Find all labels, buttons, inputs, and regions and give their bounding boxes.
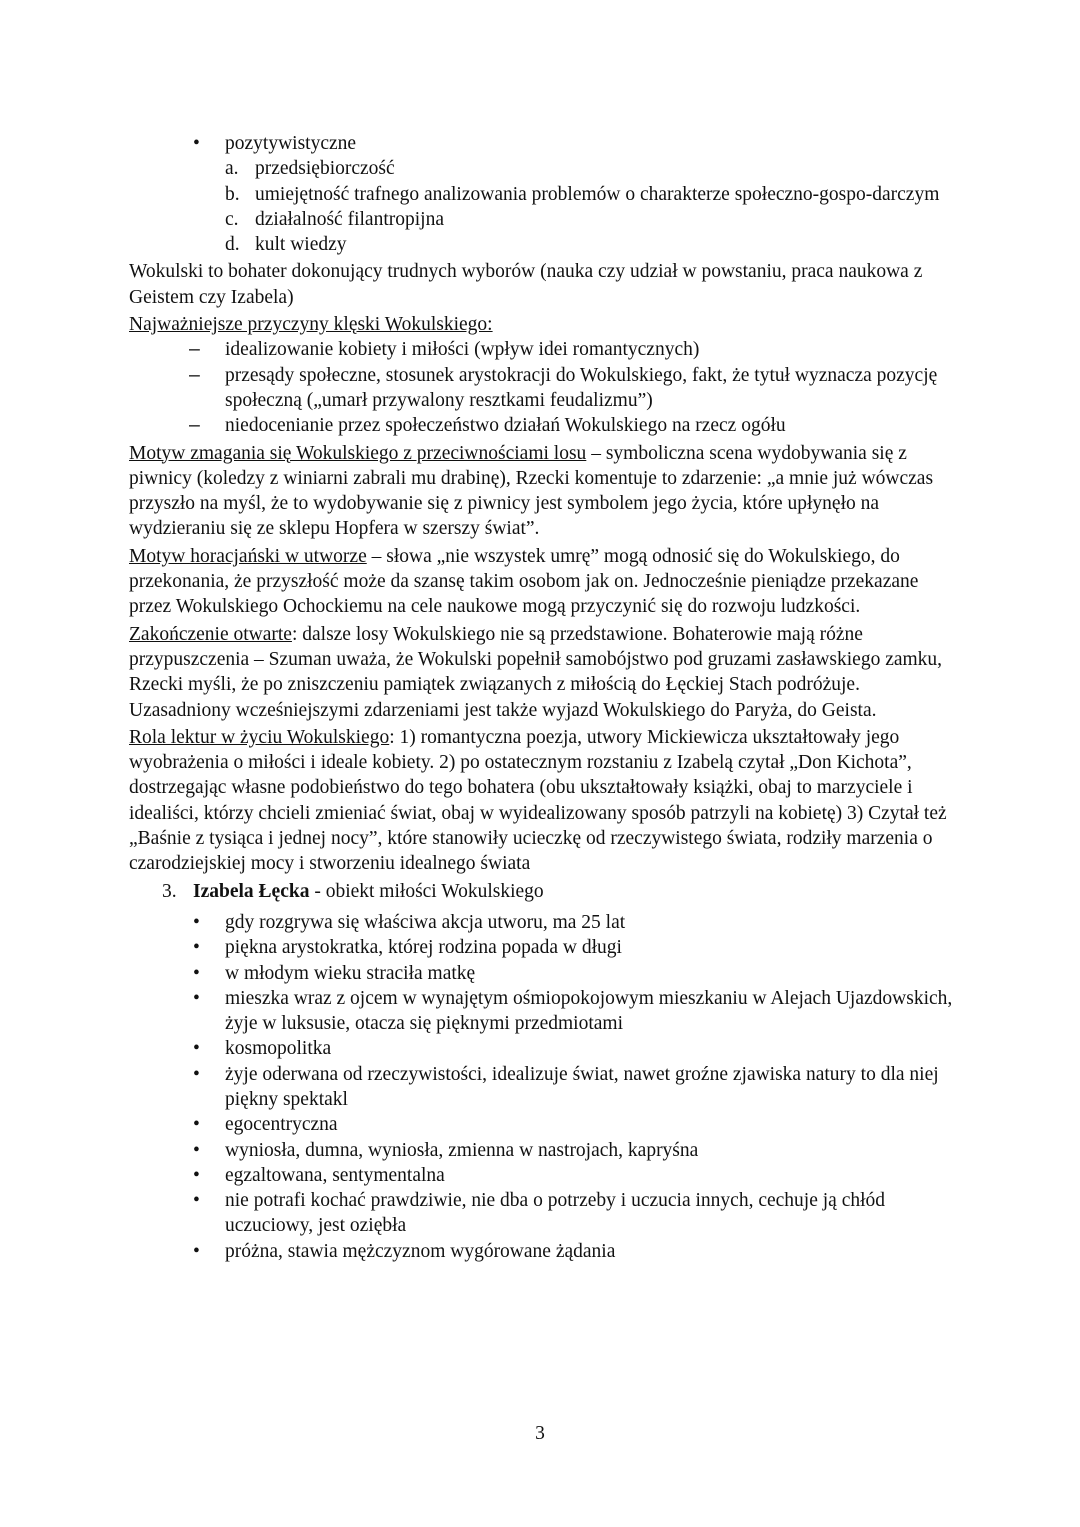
list-item [129, 1036, 959, 1061]
list-item [129, 961, 959, 986]
list-item [129, 232, 959, 257]
ending-text: : dalsze losy Wokulskiego nie są przedstawione. Bohaterowie mają różne przypuszczenia – Szuman uważa, że Wokulski popełnił samobójstwo pod gruzami zasławskiego zamku, Rzecki myśli, że po zniszczeniu pamiątek związanych z miłością do Łęckiej Stach podróżuje. Uzasadniony wcześniejszymi zdarzeniami jest także wyjazd Wokulskiego do Paryża, do Geista. [129, 623, 943, 721]
alpha-list [129, 156, 959, 257]
readings-label: Rola lektur w życiu Wokulskiego [129, 726, 390, 748]
section-number: 3. [162, 880, 177, 902]
list-item [129, 986, 959, 1037]
list-item [129, 1112, 959, 1137]
paragraph-choices: Wokulski to bohater dokonujący trudnych wyborów (nauka czy udział w powstaniu, praca naukowa z Geistem czy Izabela) [129, 261, 923, 308]
list-item [129, 363, 959, 414]
paragraph-readings [129, 725, 959, 877]
paragraph-ending [129, 622, 959, 723]
list-item-text: wyniosła, dumna, wyniosła, zmienna w nastrojach, kapryśna [225, 1139, 699, 1161]
list-item [129, 413, 959, 438]
list-item-text: żyje oderwana od rzeczywistości, idealizuje świat, nawet groźne zjawiska natury to dla niej piękny spektakl [225, 1063, 939, 1110]
list-item [129, 1188, 959, 1239]
list-item-text: przesądy społeczne, stosunek arystokracji do Wokulskiego, fakt, że tytuł wyznacza pozycję społeczną („umarł przywalony resztkami feudalizmu”) [225, 364, 938, 411]
list-item-text: egzaltowana, sentymentalna [225, 1164, 445, 1186]
list-item-text: egocentryczna [225, 1114, 338, 1136]
page-number: 3 [535, 1423, 545, 1444]
list-item [129, 207, 959, 232]
list-item [129, 1239, 959, 1264]
list-marker: b. [225, 183, 240, 205]
section-3-heading [129, 879, 959, 904]
section-title: Izabela Łęcka [193, 880, 310, 902]
list-marker: d. [225, 234, 240, 256]
list-item [129, 182, 959, 207]
list-item-text: umiejętność trafnego analizowania problemów o charakterze społeczno-gospo-darczym [255, 183, 940, 205]
list-item [129, 910, 959, 935]
causes-heading [129, 312, 959, 337]
list-item-text: w młodym wieku straciła matkę [225, 962, 476, 984]
list-item-text: kosmopolitka [225, 1038, 332, 1060]
ending-label: Zakończenie otwarte [129, 623, 292, 645]
list-item-text: przedsiębiorczość [255, 158, 395, 180]
list-item [129, 337, 959, 362]
list-marker: c. [225, 208, 239, 230]
list-item-text: mieszka wraz z ojcem w wynajętym ośmiopokojowym mieszkaniu w Alejach Ujazdowskich, żyje w luksusie, otacza się pięknymi przedmiotami [225, 987, 953, 1035]
list-marker: a. [225, 158, 239, 180]
readings-text: : 1) romantyczna poezja, utwory Mickiewicza ukształtowały jego wyobrażenia o miłości i ideale kobiety. 2) po ostatecznym rozstaniu z Izabelą czytał „Don Kichota”, dostrzegając własne podobieństwo do tego bohatera (obu ukształtowały książki, obaj to marzyciele i idealiści, którzy chcieli zmieniać świat, obaj w wyidealizowany sposób patrzyli na kobietę) 3) Czytał też „Baśnie z tysiąca i jednej nocy”, które stanowiły ucieczkę od rzeczywistego świata, rodziły marzenia o czarodziejskiej mocy i stworzeniu idealnego świata [129, 726, 947, 875]
list-item-text: gdy rozgrywa się właściwa akcja utworu, ma 25 lat [225, 911, 626, 933]
paragraph-motif-horace [129, 544, 959, 620]
list-item-text: próżna, stawia mężczyznom wygórowane żądania [225, 1240, 616, 1262]
causes-list [129, 337, 959, 438]
top-bullet-list [129, 131, 959, 156]
motif-struggle-text: – symboliczna scena wydobywania się z piwnicy (koledzy z winiarni zabrali mu drabinę), Rzecki komentuje to zdarzenie: „a mnie już wówczas przyszło na myśl, że to wydobywanie się z piwnicy jest symbolem jego życia, które upłynęło na wydzieraniu się ze sklepu Hopfera w szerszy świat”. [129, 442, 934, 540]
paragraph-motif-struggle [129, 441, 959, 542]
list-item-text: piękna arystokratka, której rodzina popada w długi [225, 937, 622, 959]
list-item [129, 131, 959, 156]
list-item [129, 156, 959, 181]
list-item-text: nie potrafi kochać prawdziwie, nie dba o potrzeby i uczucia innych, cechuje ją chłód uczuciowy, jest oziębła [225, 1190, 886, 1237]
list-item [129, 1138, 959, 1163]
motif-horace-label: Motyw horacjański w utworze [129, 545, 367, 567]
list-item-text: idealizowanie kobiety i miłości (wpływ idei romantycznych) [225, 339, 700, 361]
list-item-text: niedocenianie przez społeczeństwo działań Wokulskiego na rzecz ogółu [225, 415, 786, 437]
izabela-traits-list [129, 910, 959, 1264]
list-item [129, 935, 959, 960]
list-item-text: działalność filantropijna [255, 208, 444, 230]
section-subtitle: - obiekt miłości Wokulskiego [309, 880, 544, 902]
motif-horace-text: – słowa „nie wszystek umrę” mogą odnosić się do Wokulskiego, do przekonania, że przyszłość może da szansę takim osobom jak on. Jednocześnie pieniądze przekazane przez Wokulskiego Ochockiemu na cele naukowe mogą przyczynić się do rozwoju ludzkości. [129, 545, 919, 618]
causes-heading-text: Najważniejsze przyczyny klęski Wokulskiego: [129, 314, 493, 336]
list-item-text: pozytywistyczne [225, 133, 357, 154]
list-item [129, 1163, 959, 1188]
list-item [129, 1062, 959, 1113]
page-content [129, 131, 959, 1264]
list-item-text: kult wiedzy [255, 234, 347, 256]
motif-struggle-label: Motyw zmagania się Wokulskiego z przeciwnościami losu [129, 442, 587, 464]
